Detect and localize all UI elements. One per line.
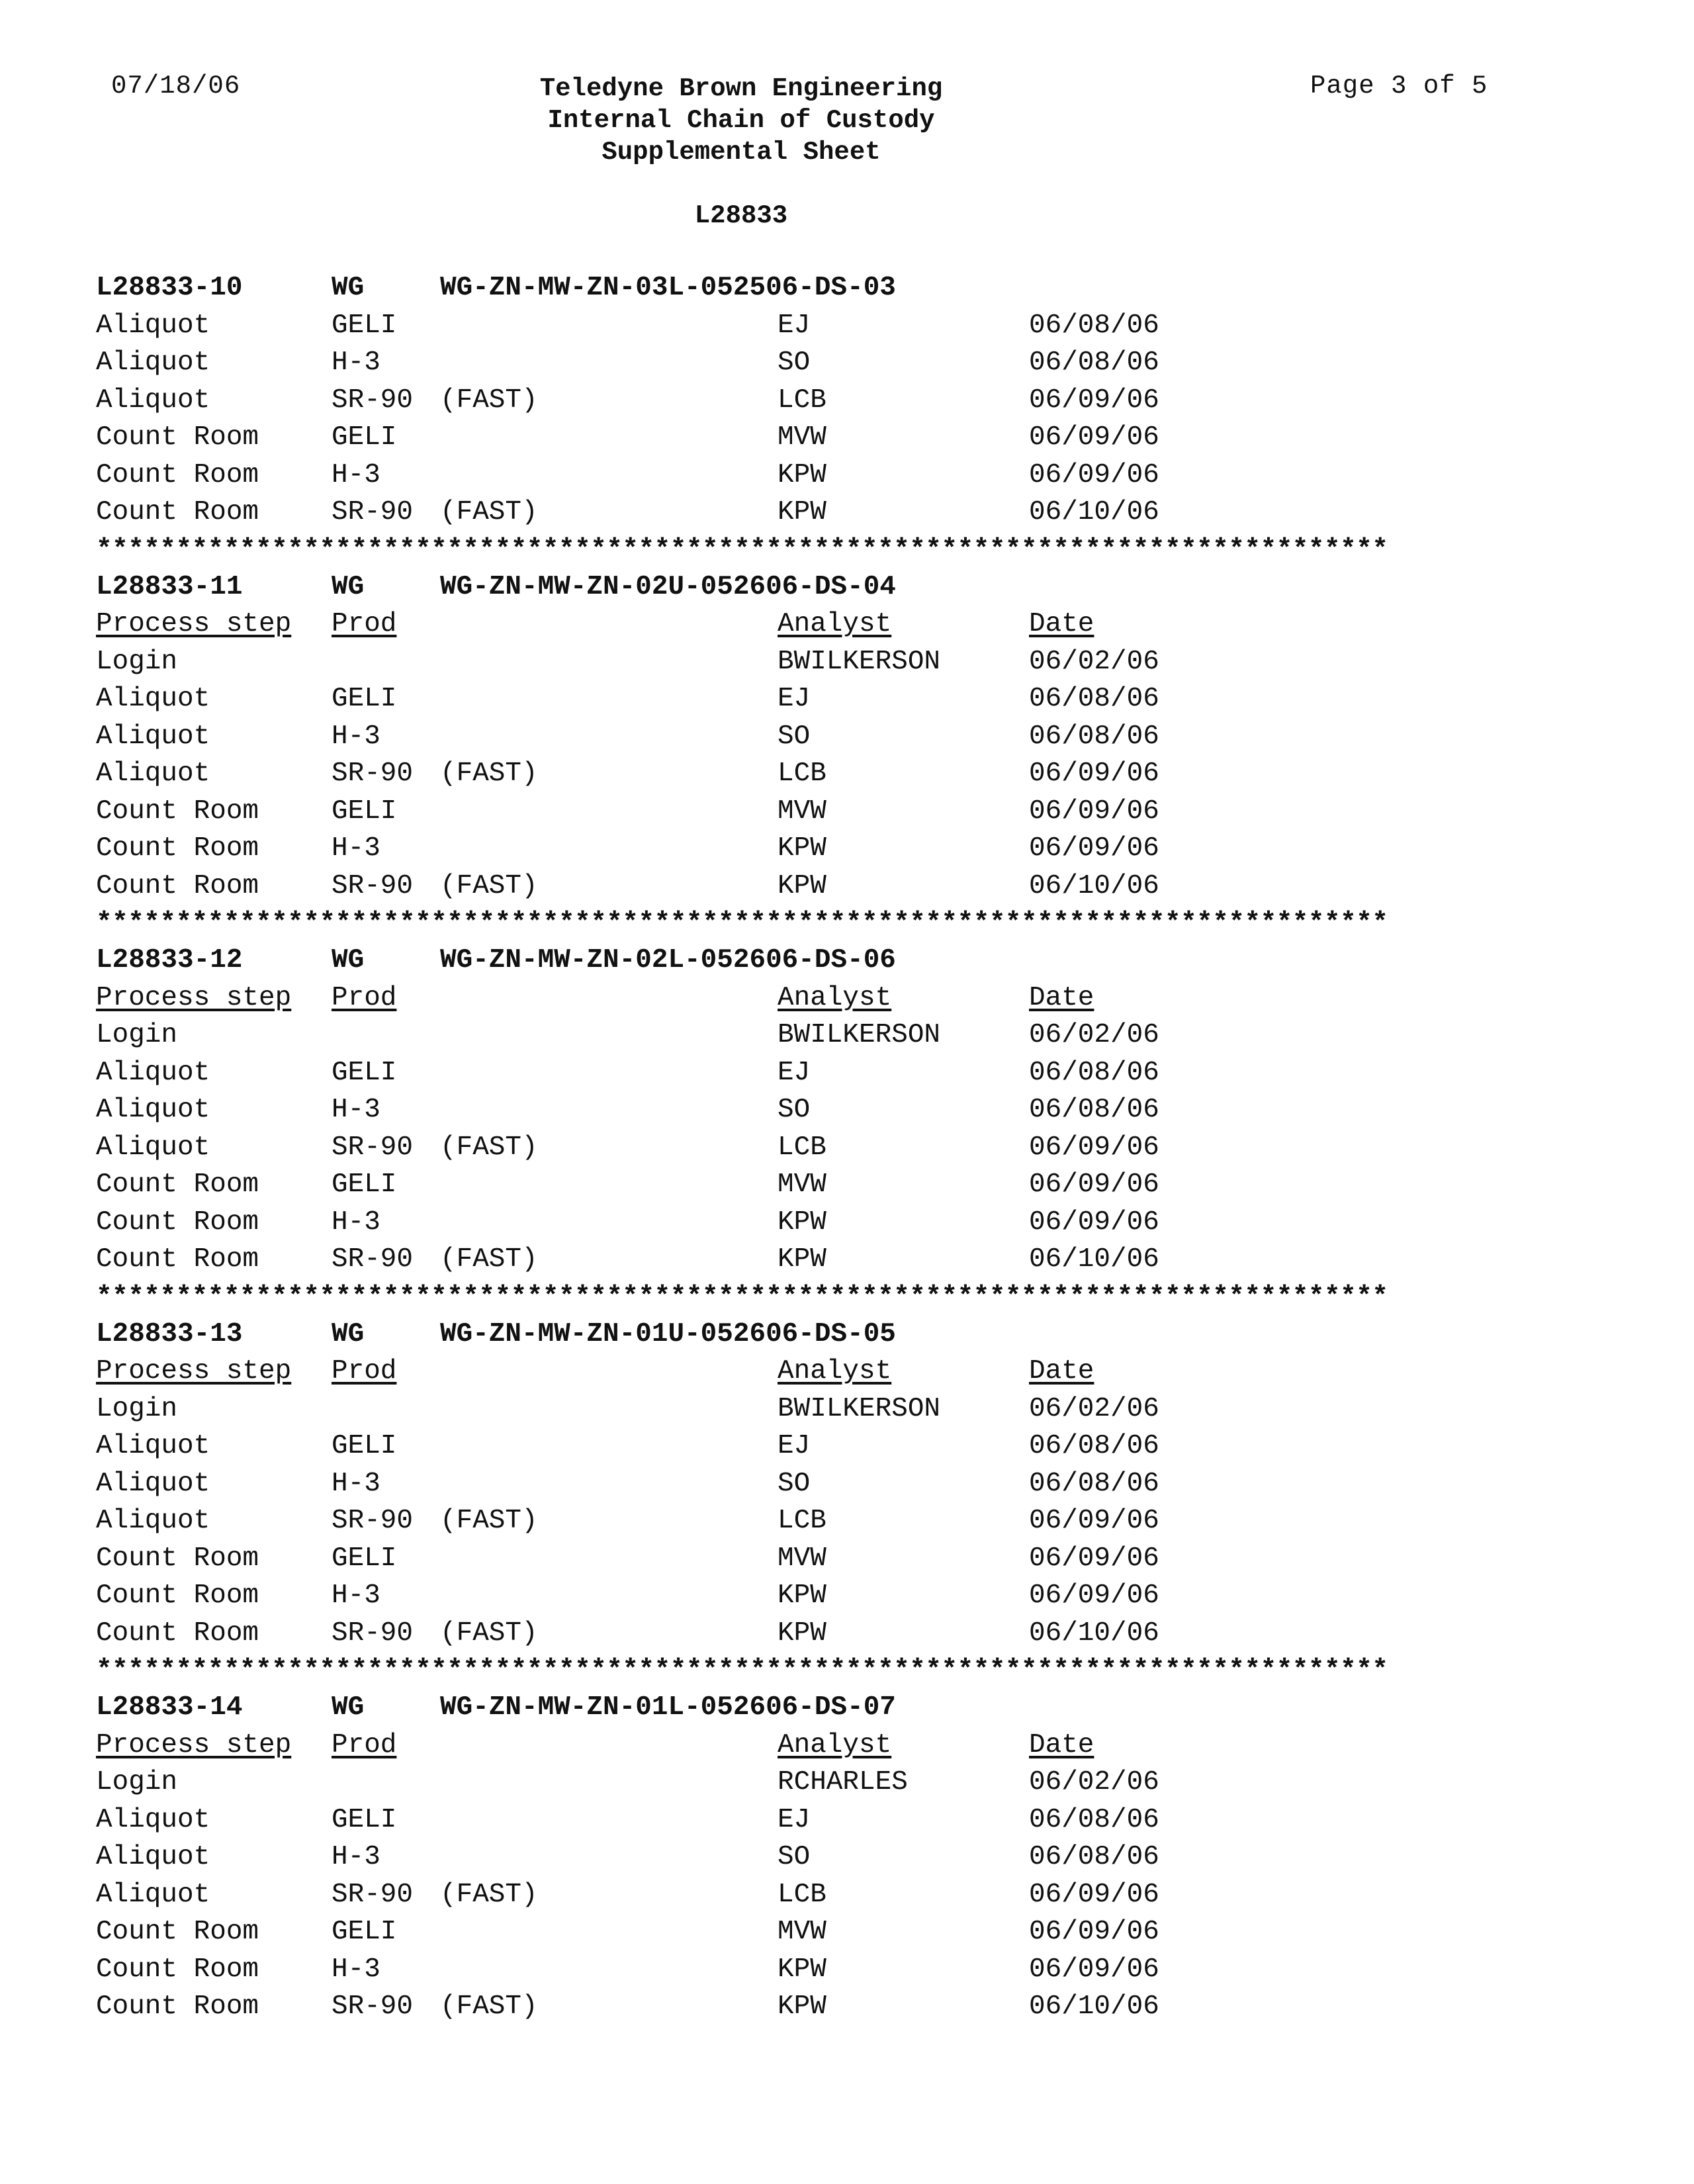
table-row — [96, 1580, 1486, 1618]
analyst-cell: KPW — [778, 1244, 826, 1275]
title-line-1: Internal Chain of Custody — [547, 106, 935, 135]
analyst-cell: LCB — [778, 385, 826, 416]
table-row — [96, 647, 1486, 684]
column-header-row — [96, 983, 1486, 1021]
analyst-cell: MVW — [778, 1169, 826, 1200]
date-cell: 06/10/06 — [1029, 1991, 1159, 2022]
prod-qualifier-cell: (FAST) — [440, 1617, 538, 1649]
sample-name: WG-ZN-MW-ZN-02U-052606-DS-04 — [440, 571, 896, 602]
analyst-cell: KPW — [778, 1580, 826, 1611]
table-row — [96, 1394, 1486, 1432]
table-row — [96, 1880, 1486, 1917]
sample-id-row — [96, 572, 1486, 610]
analyst-cell: LCB — [778, 1506, 826, 1536]
analyst-cell: LCB — [778, 1132, 826, 1163]
column-header-process-step: Process step — [96, 1729, 292, 1760]
prod-cell: H-3 — [332, 721, 380, 752]
section-separator: ********************************************************************************* — [96, 534, 1388, 565]
process-step-cell: Count Room — [96, 1954, 259, 1985]
prod-cell: GELI — [332, 1431, 397, 1461]
process-step-cell: Count Room — [96, 1543, 259, 1574]
table-row — [96, 1132, 1486, 1170]
analyst-cell: KPW — [778, 1617, 826, 1649]
process-step-cell: Aliquot — [96, 1506, 210, 1536]
analyst-cell: EJ — [778, 684, 811, 714]
process-step-cell: Count Room — [96, 870, 259, 901]
process-step-cell: Aliquot — [96, 1095, 210, 1125]
prod-cell: SR-90 — [332, 758, 414, 789]
date-cell: 06/09/06 — [1029, 1543, 1159, 1574]
sample-section — [96, 572, 1486, 909]
column-header-prod: Prod — [332, 1729, 397, 1760]
analyst-cell: KPW — [778, 833, 826, 864]
process-step-cell: Login — [96, 1393, 178, 1424]
table-row — [96, 497, 1486, 535]
date-cell: 06/09/06 — [1029, 1580, 1159, 1611]
title-line-2: Supplemental Sheet — [602, 138, 881, 167]
date-cell: 06/09/06 — [1029, 796, 1159, 827]
sample-matrix: WG — [332, 1692, 365, 1723]
date-cell: 06/08/06 — [1029, 684, 1159, 714]
analyst-cell: LCB — [778, 1879, 826, 1910]
date-cell: 06/09/06 — [1029, 1917, 1159, 1947]
analyst-cell: LCB — [778, 758, 826, 789]
sample-id: L28833-13 — [96, 1318, 243, 1349]
process-step-cell: Aliquot — [96, 385, 210, 416]
column-header-analyst: Analyst — [778, 982, 892, 1013]
column-header-row — [96, 1730, 1486, 1768]
prod-cell: H-3 — [332, 1842, 380, 1872]
prod-cell: H-3 — [332, 1095, 380, 1125]
prod-cell: GELI — [332, 310, 397, 341]
analyst-cell: SO — [778, 1842, 811, 1872]
process-step-cell: Count Room — [96, 459, 259, 490]
sample-section — [96, 945, 1486, 1282]
prod-qualifier-cell: (FAST) — [440, 870, 538, 901]
prod-cell: SR-90 — [332, 1244, 414, 1275]
section-separator: ********************************************************************************* — [96, 908, 1388, 938]
prod-cell: GELI — [332, 422, 397, 453]
column-header-prod: Prod — [332, 982, 397, 1013]
table-row — [96, 1842, 1486, 1880]
table-row — [96, 833, 1486, 871]
sample-matrix: WG — [332, 1318, 365, 1349]
page-number: Page 3 of 5 — [1310, 71, 1488, 101]
table-row — [96, 1506, 1486, 1543]
analyst-cell: MVW — [778, 1543, 826, 1574]
date-cell: 06/02/06 — [1029, 1767, 1159, 1797]
table-row — [96, 1991, 1486, 2029]
date-cell: 06/08/06 — [1029, 1842, 1159, 1872]
sample-id: L28833-12 — [96, 945, 243, 976]
date-cell: 06/10/06 — [1029, 870, 1159, 901]
analyst-cell: KPW — [778, 459, 826, 490]
date-cell: 06/09/06 — [1029, 758, 1159, 789]
table-row — [96, 1954, 1486, 1992]
analyst-cell: EJ — [778, 1804, 811, 1835]
date-cell: 06/10/06 — [1029, 1617, 1159, 1649]
column-header-row — [96, 609, 1486, 647]
analyst-cell: SO — [778, 1468, 811, 1499]
date-cell: 06/08/06 — [1029, 347, 1159, 378]
prod-qualifier-cell: (FAST) — [440, 1132, 538, 1163]
process-step-cell: Count Room — [96, 1617, 259, 1649]
process-step-cell: Aliquot — [96, 1879, 210, 1910]
prod-cell: SR-90 — [332, 385, 414, 416]
prod-qualifier-cell: (FAST) — [440, 1879, 538, 1910]
section-separator: ********************************************************************************* — [96, 1281, 1388, 1312]
date-cell: 06/02/06 — [1029, 1020, 1159, 1050]
process-step-cell: Aliquot — [96, 758, 210, 789]
prod-cell: GELI — [332, 1917, 397, 1947]
table-row — [96, 1169, 1486, 1207]
table-row — [96, 871, 1486, 909]
analyst-cell: SO — [778, 721, 811, 752]
date-cell: 06/08/06 — [1029, 1095, 1159, 1125]
process-step-cell: Aliquot — [96, 310, 210, 341]
analyst-cell: RCHARLES — [778, 1767, 908, 1797]
process-step-cell: Aliquot — [96, 1842, 210, 1872]
sample-section — [96, 273, 1486, 535]
sample-matrix: WG — [332, 273, 365, 303]
table-row — [96, 1767, 1486, 1805]
date-cell: 06/10/06 — [1029, 497, 1159, 527]
prod-cell: SR-90 — [332, 1617, 414, 1649]
custody-sections — [96, 273, 1486, 2029]
process-step-cell: Aliquot — [96, 1804, 210, 1835]
prod-qualifier-cell: (FAST) — [440, 1506, 538, 1536]
process-step-cell: Count Room — [96, 1580, 259, 1611]
date-cell: 06/08/06 — [1029, 1804, 1159, 1835]
table-row — [96, 1244, 1486, 1282]
prod-cell: SR-90 — [332, 1506, 414, 1536]
analyst-cell: KPW — [778, 497, 826, 527]
date-cell: 06/08/06 — [1029, 1468, 1159, 1499]
prod-qualifier-cell: (FAST) — [440, 1991, 538, 2022]
date-cell: 06/09/06 — [1029, 385, 1159, 416]
sample-id-row — [96, 1692, 1486, 1730]
column-header-process-step: Process step — [96, 1356, 292, 1387]
prod-cell: SR-90 — [332, 1991, 414, 2022]
process-step-cell: Count Room — [96, 1991, 259, 2022]
process-step-cell: Count Room — [96, 497, 259, 527]
column-header-prod: Prod — [332, 1356, 397, 1387]
prod-cell: GELI — [332, 796, 397, 827]
analyst-cell: KPW — [778, 1991, 826, 2022]
column-header-prod: Prod — [332, 609, 397, 639]
date-cell: 06/09/06 — [1029, 1132, 1159, 1163]
sample-name: WG-ZN-MW-ZN-03L-052506-DS-03 — [440, 273, 896, 303]
table-row — [96, 1469, 1486, 1506]
date-cell: 06/09/06 — [1029, 459, 1159, 490]
prod-qualifier-cell: (FAST) — [440, 1244, 538, 1275]
prod-cell: H-3 — [332, 1580, 380, 1611]
column-header-row — [96, 1356, 1486, 1394]
prod-cell: H-3 — [332, 1468, 380, 1499]
column-header-analyst: Analyst — [778, 609, 892, 639]
table-row — [96, 1207, 1486, 1245]
prod-cell: H-3 — [332, 347, 380, 378]
table-row — [96, 460, 1486, 498]
analyst-cell: EJ — [778, 310, 811, 341]
analyst-cell: BWILKERSON — [778, 646, 941, 677]
analyst-cell: MVW — [778, 422, 826, 453]
prod-cell: SR-90 — [332, 1132, 414, 1163]
sample-matrix: WG — [332, 571, 365, 602]
prod-cell: GELI — [332, 1169, 397, 1200]
prod-cell: H-3 — [332, 1954, 380, 1985]
table-row — [96, 1095, 1486, 1132]
date-cell: 06/08/06 — [1029, 1057, 1159, 1088]
table-row — [96, 758, 1486, 796]
analyst-cell: SO — [778, 1095, 811, 1125]
table-row — [96, 1917, 1486, 1954]
date-cell: 06/08/06 — [1029, 721, 1159, 752]
process-step-cell: Count Room — [96, 1244, 259, 1275]
process-step-cell: Count Room — [96, 1169, 259, 1200]
table-row — [96, 684, 1486, 721]
company-name: Teledyne Brown Engineering — [539, 74, 943, 103]
column-header-date: Date — [1029, 609, 1094, 639]
sample-section — [96, 1319, 1486, 1656]
sample-id: L28833-14 — [96, 1692, 243, 1723]
analyst-cell: SO — [778, 347, 811, 378]
table-row — [96, 385, 1486, 423]
table-row — [96, 721, 1486, 759]
process-step-cell: Login — [96, 646, 178, 677]
process-step-cell: Count Room — [96, 422, 259, 453]
sample-id-row — [96, 1319, 1486, 1357]
analyst-cell: KPW — [778, 1206, 826, 1238]
date-cell: 06/02/06 — [1029, 1393, 1159, 1424]
prod-cell: H-3 — [332, 1206, 380, 1238]
table-row — [96, 1805, 1486, 1843]
column-header-analyst: Analyst — [778, 1356, 892, 1387]
prod-cell: H-3 — [332, 833, 380, 864]
analyst-cell: BWILKERSON — [778, 1020, 941, 1050]
table-row — [96, 422, 1486, 460]
process-step-cell: Count Room — [96, 833, 259, 864]
column-header-process-step: Process step — [96, 982, 292, 1013]
process-step-cell: Aliquot — [96, 684, 210, 714]
date-cell: 06/09/06 — [1029, 422, 1159, 453]
date-cell: 06/09/06 — [1029, 1954, 1159, 1985]
batch-id: L28833 — [694, 201, 788, 230]
column-header-process-step: Process step — [96, 609, 292, 639]
prod-cell: H-3 — [332, 459, 380, 490]
sample-id-row — [96, 945, 1486, 983]
process-step-cell: Aliquot — [96, 721, 210, 752]
process-step-cell: Count Room — [96, 1206, 259, 1238]
column-header-date: Date — [1029, 1729, 1094, 1760]
sample-name: WG-ZN-MW-ZN-02L-052606-DS-06 — [440, 945, 896, 976]
prod-qualifier-cell: (FAST) — [440, 385, 538, 416]
process-step-cell: Aliquot — [96, 1132, 210, 1163]
report-date: 07/18/06 — [111, 71, 241, 101]
sample-name: WG-ZN-MW-ZN-01U-052606-DS-05 — [440, 1318, 896, 1349]
sample-section — [96, 1692, 1486, 2029]
analyst-cell: KPW — [778, 870, 826, 901]
date-cell: 06/09/06 — [1029, 1506, 1159, 1536]
prod-cell: GELI — [332, 1804, 397, 1835]
process-step-cell: Count Room — [96, 1917, 259, 1947]
sample-matrix: WG — [332, 945, 365, 976]
table-row — [96, 347, 1486, 385]
analyst-cell: MVW — [778, 796, 826, 827]
date-cell: 06/08/06 — [1029, 310, 1159, 341]
analyst-cell: MVW — [778, 1917, 826, 1947]
date-cell: 06/02/06 — [1029, 646, 1159, 677]
sample-name: WG-ZN-MW-ZN-01L-052606-DS-07 — [440, 1692, 896, 1723]
process-step-cell: Aliquot — [96, 347, 210, 378]
analyst-cell: EJ — [778, 1431, 811, 1461]
table-row — [96, 1020, 1486, 1058]
table-row — [96, 796, 1486, 834]
date-cell: 06/09/06 — [1029, 1169, 1159, 1200]
table-row — [96, 310, 1486, 348]
table-row — [96, 1431, 1486, 1469]
sample-id-row — [96, 273, 1486, 310]
prod-cell: SR-90 — [332, 1879, 414, 1910]
process-step-cell: Aliquot — [96, 1057, 210, 1088]
analyst-cell: KPW — [778, 1954, 826, 1985]
section-separator: ********************************************************************************* — [96, 1655, 1388, 1686]
process-step-cell: Aliquot — [96, 1468, 210, 1499]
column-header-analyst: Analyst — [778, 1729, 892, 1760]
sample-id: L28833-11 — [96, 571, 243, 602]
table-row — [96, 1543, 1486, 1581]
date-cell: 06/09/06 — [1029, 1879, 1159, 1910]
prod-qualifier-cell: (FAST) — [440, 758, 538, 789]
prod-cell: SR-90 — [332, 497, 414, 527]
prod-qualifier-cell: (FAST) — [440, 497, 538, 527]
process-step-cell: Aliquot — [96, 1431, 210, 1461]
prod-cell: GELI — [332, 1543, 397, 1574]
prod-cell: GELI — [332, 684, 397, 714]
date-cell: 06/10/06 — [1029, 1244, 1159, 1275]
analyst-cell: BWILKERSON — [778, 1393, 941, 1424]
table-row — [96, 1058, 1486, 1095]
column-header-date: Date — [1029, 1356, 1094, 1387]
date-cell: 06/09/06 — [1029, 1206, 1159, 1238]
prod-cell: SR-90 — [332, 870, 414, 901]
analyst-cell: EJ — [778, 1057, 811, 1088]
table-row — [96, 1618, 1486, 1656]
prod-cell: GELI — [332, 1057, 397, 1088]
column-header-date: Date — [1029, 982, 1094, 1013]
date-cell: 06/08/06 — [1029, 1431, 1159, 1461]
report-title-block — [0, 73, 1482, 168]
process-step-cell: Login — [96, 1020, 178, 1050]
date-cell: 06/09/06 — [1029, 833, 1159, 864]
process-step-cell: Login — [96, 1767, 178, 1797]
process-step-cell: Count Room — [96, 796, 259, 827]
sample-id: L28833-10 — [96, 273, 243, 303]
